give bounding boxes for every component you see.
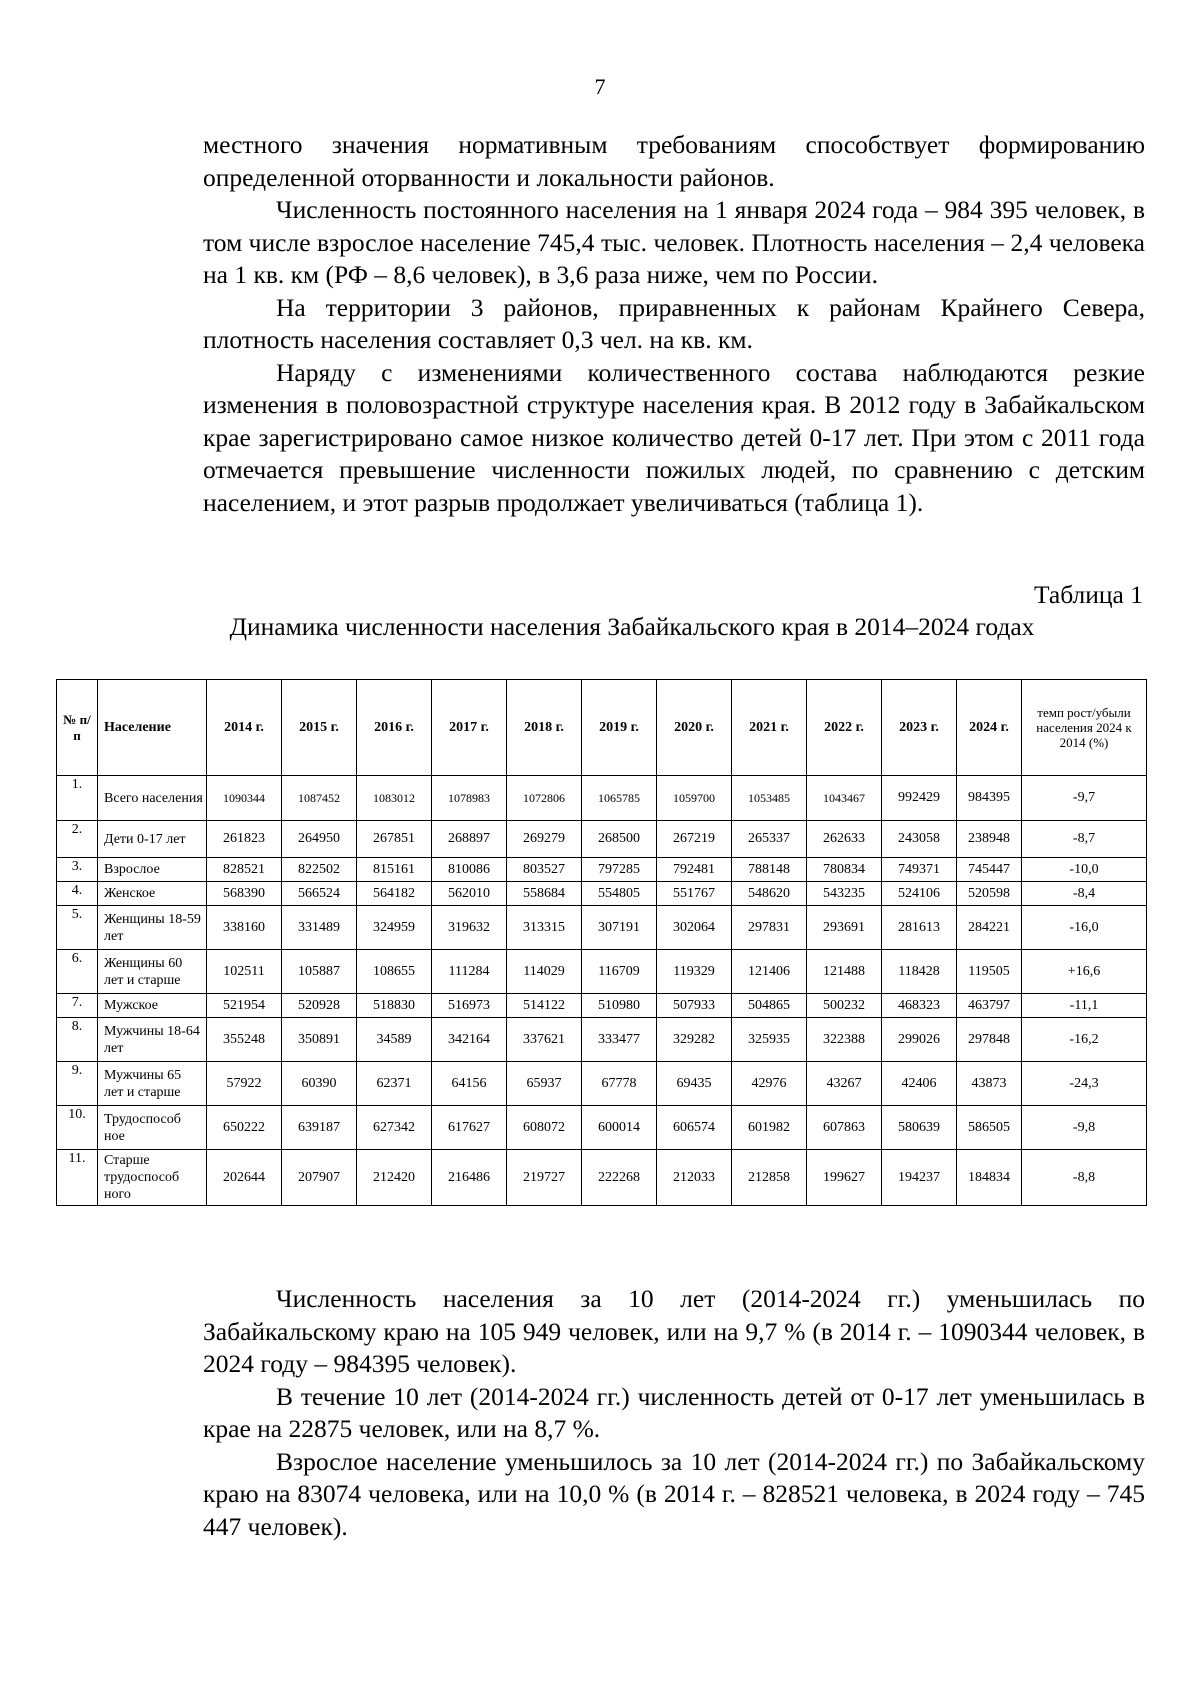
table-cell: 1083012 (357, 776, 432, 821)
table-cell: 650222 (207, 1106, 282, 1150)
table-cell: 1078983 (432, 776, 507, 821)
table-cell: 1065785 (582, 776, 657, 821)
table-cell: 281613 (882, 906, 957, 950)
table-cell: 42976 (732, 1062, 807, 1106)
table-cell: 299026 (882, 1018, 957, 1062)
table-cell: 342164 (432, 1018, 507, 1062)
table-cell: 108655 (357, 950, 432, 994)
table-row (57, 906, 1147, 950)
table-cell: 810086 (432, 858, 507, 882)
table-row (57, 950, 1147, 994)
header-year: 2022 г. (807, 680, 882, 776)
table-cell: 199627 (807, 1150, 882, 1206)
row-number: 11. (57, 1150, 98, 1206)
header-year: 2024 г. (957, 680, 1022, 776)
row-label: Женщины 60 лет и старше (98, 950, 207, 994)
growth-rate-cell: -11,1 (1022, 994, 1147, 1018)
table-cell: 822502 (282, 858, 357, 882)
growth-rate-cell: -16,2 (1022, 1018, 1147, 1062)
table-cell: 102511 (207, 950, 282, 994)
page-number: 7 (594, 74, 606, 99)
paragraph: Взрослое население уменьшилось за 10 лет (2014-2024 гг.) по Забайкальскому краю на 83074 человека, или на 10,0 % (в 2014 г. – 828521 человека, в 2024 году – 745 447 человек). (203, 1446, 1145, 1541)
row-number: 2. (57, 821, 98, 858)
table-cell: 212420 (357, 1150, 432, 1206)
table-cell: 269279 (507, 821, 582, 858)
table-cell: 780834 (807, 858, 882, 882)
row-number: 4. (57, 882, 98, 906)
growth-rate-cell: -10,0 (1022, 858, 1147, 882)
header-num: № п/ п (57, 680, 98, 776)
table-cell: 568390 (207, 882, 282, 906)
row-label: Мужское (98, 994, 207, 1018)
table-cell: 268897 (432, 821, 507, 858)
growth-rate-cell: -9,8 (1022, 1106, 1147, 1150)
header-growth-rate: темп рост/убыли населения 2024 к 2014 (%) (1022, 680, 1147, 776)
table-title: Динамика численности населения Забайкальского края в 2014–2024 годах (229, 612, 1035, 641)
table-cell: 322388 (807, 1018, 882, 1062)
table-cell: 267219 (657, 821, 732, 858)
table-cell: 114029 (507, 950, 582, 994)
growth-rate-cell: -8,4 (1022, 882, 1147, 906)
table-cell: 219727 (507, 1150, 582, 1206)
table-cell: 194237 (882, 1150, 957, 1206)
table-cell: 617627 (432, 1106, 507, 1150)
table-cell: 212033 (657, 1150, 732, 1206)
table-cell: 69435 (657, 1062, 732, 1106)
table-cell: 62371 (357, 1062, 432, 1106)
header-year: 2021 г. (732, 680, 807, 776)
table-cell: 261823 (207, 821, 282, 858)
header-population: Население (98, 680, 207, 776)
row-number: 3. (57, 858, 98, 882)
table-row (57, 1106, 1147, 1150)
table-cell: 792481 (657, 858, 732, 882)
table-cell: 600014 (582, 1106, 657, 1150)
paragraph: В течение 10 лет (2014-2024 гг.) численность детей от 0-17 лет уменьшилась в крае на 22875 человек, или на 8,7 %. (203, 1381, 1145, 1443)
header-year: 2014 г. (207, 680, 282, 776)
row-label: Мужчины 18-64 лет (98, 1018, 207, 1062)
table-cell: 1053485 (732, 776, 807, 821)
table-cell: 324959 (357, 906, 432, 950)
header-year: 2020 г. (657, 680, 732, 776)
table-cell: 355248 (207, 1018, 282, 1062)
table-cell: 797285 (582, 858, 657, 882)
table-cell: 121488 (807, 950, 882, 994)
row-number: 1. (57, 776, 98, 821)
table-cell: 586505 (957, 1106, 1022, 1150)
table-cell: 562010 (432, 882, 507, 906)
table-cell: 331489 (282, 906, 357, 950)
table-cell: 34589 (357, 1018, 432, 1062)
table-cell: 337621 (507, 1018, 582, 1062)
table-header-row (57, 680, 1147, 776)
header-year: 2016 г. (357, 680, 432, 776)
growth-rate-cell: -9,7 (1022, 776, 1147, 821)
header-year: 2023 г. (882, 680, 957, 776)
table-cell: 554805 (582, 882, 657, 906)
table-cell: 64156 (432, 1062, 507, 1106)
table-cell: 264950 (282, 821, 357, 858)
table-row (57, 1062, 1147, 1106)
table-cell: 548620 (732, 882, 807, 906)
growth-rate-cell: -24,3 (1022, 1062, 1147, 1106)
table-cell: 828521 (207, 858, 282, 882)
row-number: 6. (57, 950, 98, 994)
row-number: 8. (57, 1018, 98, 1062)
table-cell: 608072 (507, 1106, 582, 1150)
table-cell: 262633 (807, 821, 882, 858)
table-cell: 984395 (957, 776, 1022, 821)
table-row (57, 776, 1147, 821)
table-cell: 118428 (882, 950, 957, 994)
row-label: Мужчины 65 лет и старше (98, 1062, 207, 1106)
table-cell: 639187 (282, 1106, 357, 1150)
growth-rate-cell: -16,0 (1022, 906, 1147, 950)
table-cell: 580639 (882, 1106, 957, 1150)
table-cell: 313315 (507, 906, 582, 950)
table-cell: 566524 (282, 882, 357, 906)
table-cell: 57922 (207, 1062, 282, 1106)
table-cell: 265337 (732, 821, 807, 858)
header-year: 2018 г. (507, 680, 582, 776)
growth-rate-cell: -8,7 (1022, 821, 1147, 858)
table-cell: 520928 (282, 994, 357, 1018)
header-year: 2015 г. (282, 680, 357, 776)
table-cell: 202644 (207, 1150, 282, 1206)
table-cell: 558684 (507, 882, 582, 906)
paragraph: На территории 3 районов, приравненных к районам Крайнего Севера, плотность населения составляет 0,3 чел. на кв. км. (203, 292, 1145, 354)
row-label: Женщины 18-59 лет (98, 906, 207, 950)
paragraph: Численность населения за 10 лет (2014-2024 гг.) уменьшилась по Забайкальскому краю на 105 949 человек, или на 9,7 % (в 2014 г. – 1090344 человек, в 2024 году – 984395 человек). (203, 1284, 1145, 1378)
table-cell: 601982 (732, 1106, 807, 1150)
table-cell: 119329 (657, 950, 732, 994)
row-label: Взрослое (98, 858, 207, 882)
table-cell: 627342 (357, 1106, 432, 1150)
table-row (57, 1150, 1147, 1206)
table-row (57, 858, 1147, 882)
table-cell: 514122 (507, 994, 582, 1018)
row-label: Женское (98, 882, 207, 906)
conclusion-text (203, 1283, 1145, 1543)
table-cell: 504865 (732, 994, 807, 1018)
table-cell: 468323 (882, 994, 957, 1018)
table-cell: 119505 (957, 950, 1022, 994)
table-cell: 350891 (282, 1018, 357, 1062)
table-cell: 463797 (957, 994, 1022, 1018)
row-number: 9. (57, 1062, 98, 1106)
table-row (57, 821, 1147, 858)
table-cell: 319632 (432, 906, 507, 950)
table-cell: 524106 (882, 882, 957, 906)
table-cell: 105887 (282, 950, 357, 994)
table-cell: 297831 (732, 906, 807, 950)
table-cell: 606574 (657, 1106, 732, 1150)
row-number: 10. (57, 1106, 98, 1150)
population-table (56, 679, 1147, 1206)
table-row (57, 994, 1147, 1018)
row-number: 5. (57, 906, 98, 950)
table-cell: 222268 (582, 1150, 657, 1206)
table-cell: 333477 (582, 1018, 657, 1062)
paragraph: Наряду с изменениями количественного состава наблюдаются резкие изменения в половозрастной структуре населения края. В 2012 году в Забайкальском крае зарегистрировано самое низкое количество детей 0-17 лет. При этом с 2011 года отмечается превышение численности пожилых людей, по сравнению с детским населением, и этот разрыв продолжает увеличиваться (таблица 1). (203, 357, 1145, 517)
table-cell: 788148 (732, 858, 807, 882)
table-cell: 268500 (582, 821, 657, 858)
table-cell: 338160 (207, 906, 282, 950)
intro-text (203, 129, 1145, 519)
table-cell: 564182 (357, 882, 432, 906)
table-cell: 1090344 (207, 776, 282, 821)
row-label: Старше трудоспособ ного (98, 1150, 207, 1206)
row-number: 7. (57, 994, 98, 1018)
header-year: 2019 г. (582, 680, 657, 776)
table-cell: 116709 (582, 950, 657, 994)
table-cell: 60390 (282, 1062, 357, 1106)
table-cell: 293691 (807, 906, 882, 950)
header-year: 2017 г. (432, 680, 507, 776)
table-cell: 551767 (657, 882, 732, 906)
table-cell: 543235 (807, 882, 882, 906)
table-cell: 521954 (207, 994, 282, 1018)
row-label: Трудоспособ ное (98, 1106, 207, 1150)
table-cell: 307191 (582, 906, 657, 950)
table-cell: 520598 (957, 882, 1022, 906)
table-cell: 803527 (507, 858, 582, 882)
table-cell: 43873 (957, 1062, 1022, 1106)
table-cell: 1072806 (507, 776, 582, 821)
table-cell: 267851 (357, 821, 432, 858)
table-row (57, 882, 1147, 906)
table-cell: 500232 (807, 994, 882, 1018)
table-cell: 518830 (357, 994, 432, 1018)
table-cell: 1043467 (807, 776, 882, 821)
table-cell: 507933 (657, 994, 732, 1018)
table-cell: 329282 (657, 1018, 732, 1062)
table-cell: 749371 (882, 858, 957, 882)
table-cell: 65937 (507, 1062, 582, 1106)
table-cell: 43267 (807, 1062, 882, 1106)
table-label: Таблица 1 (1033, 580, 1143, 609)
table-cell: 184834 (957, 1150, 1022, 1206)
table-row (57, 1018, 1147, 1062)
table-cell: 516973 (432, 994, 507, 1018)
table-cell: 212858 (732, 1150, 807, 1206)
table-cell: 297848 (957, 1018, 1022, 1062)
table-cell: 216486 (432, 1150, 507, 1206)
table-cell: 207907 (282, 1150, 357, 1206)
table-cell: 121406 (732, 950, 807, 994)
paragraph: Численность постоянного населения на 1 января 2024 года – 984 395 человек, в том числе взрослое население 745,4 тыс. человек. Плотность населения – 2,4 человека на 1 кв. км (РФ – 8,6 человек), в 3,6 раза ниже, чем по России. (203, 195, 1145, 289)
table-cell: 992429 (882, 776, 957, 821)
table-cell: 607863 (807, 1106, 882, 1150)
table-cell: 510980 (582, 994, 657, 1018)
table-cell: 1087452 (282, 776, 357, 821)
table-cell: 302064 (657, 906, 732, 950)
paragraph: местного значения нормативным требованиям способствует формированию определенной оторванности и локальности районов. (203, 130, 1145, 192)
row-label: Дети 0-17 лет (98, 821, 207, 858)
table-cell: 745447 (957, 858, 1022, 882)
table-cell: 1059700 (657, 776, 732, 821)
table-cell: 42406 (882, 1062, 957, 1106)
table-cell: 243058 (882, 821, 957, 858)
row-label: Всего населения (98, 776, 207, 821)
growth-rate-cell: +16,6 (1022, 950, 1147, 994)
table-cell: 815161 (357, 858, 432, 882)
table-cell: 325935 (732, 1018, 807, 1062)
table-cell: 238948 (957, 821, 1022, 858)
growth-rate-cell: -8,8 (1022, 1150, 1147, 1206)
table-cell: 67778 (582, 1062, 657, 1106)
table-cell: 111284 (432, 950, 507, 994)
table-cell: 284221 (957, 906, 1022, 950)
